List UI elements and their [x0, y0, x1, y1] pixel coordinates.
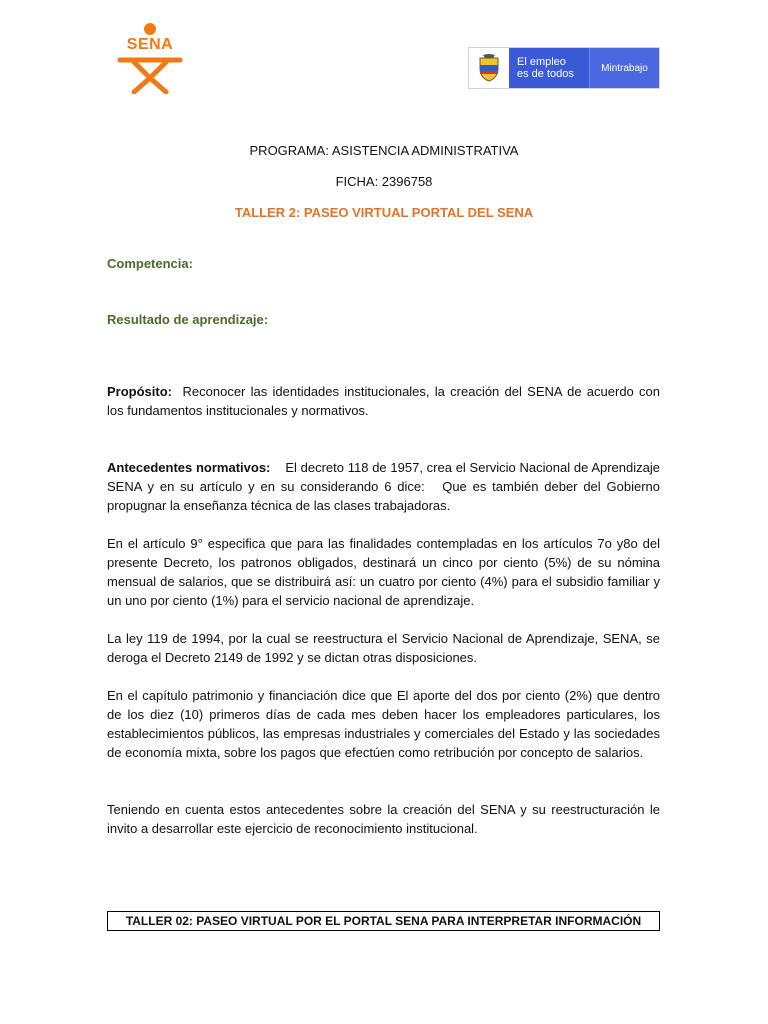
gov-slogan-line2: es de todos: [517, 68, 574, 80]
programa-title: PROGRAMA: ASISTENCIA ADMINISTRATIVA: [249, 143, 519, 158]
proposito-label: Propósito:: [107, 384, 172, 399]
ley-paragraph: La ley 119 de 1994, por la cual se reestructura el Servicio Nacional de Aprendizaje, SENA, se deroga el Decreto 2149 de 1992 y se dictan otras disposiciones.: [107, 631, 660, 665]
taller-02-box-title: TALLER 02: PASEO VIRTUAL POR EL PORTAL SENA PARA INTERPRETAR INFORMACIÓN: [107, 911, 660, 931]
colombia-shield-icon: [469, 48, 509, 88]
antecedentes-label: Antecedentes normativos:: [107, 460, 271, 475]
proposito-text: Reconocer las identidades institucionales, la creación del SENA de acuerdo con los fundamentos institucionales y normativos.: [107, 384, 664, 418]
competencia-heading: Competencia:: [107, 256, 193, 271]
sena-logo-icon: [112, 22, 188, 94]
gov-logo: [468, 47, 660, 89]
gov-ministry: Mintrabajo: [589, 48, 659, 88]
proposito-paragraph: [107, 382, 664, 420]
articulo9-paragraph: En el artículo 9° especifica que para las finalidades contempladas en los artículos 7o y8o del presente Decreto, los patronos obligados, destinará un cinco por ciento (5%) de su nómina mensual de salarios, que se distribuirá así: un cuatro por ciento (4%) para el subsidio familiar y un uno por ciento (1%) para el servicio nacional de aprendizaje.: [107, 536, 660, 608]
capitulo-paragraph: En el capítulo patrimonio y financiación dice que El aporte del dos por ciento (2%) que dentro de los diez (10) primeros días de cada mes deben hacer los empleadores particulares, los establecimientos públicos, las empresas industriales y comerciales del Estado y las sociedades de economía mixta, sobre los pagos que efectúen como retribución por concepto de salarios.: [107, 688, 660, 760]
antecedentes-paragraph: [107, 458, 664, 515]
antecedentes-text: El decreto 118 de 1957, crea el Servicio Nacional de Aprendizaje SENA y en su artículo y en su considerando 6 dice: Que es también deber del Gobierno propugnar la enseñanza técnica de las clases trabajadoras.: [107, 460, 664, 513]
resultado-heading: Resultado de aprendizaje:: [107, 312, 269, 327]
gov-slogan: [509, 48, 589, 88]
taller-title: TALLER 2: PASEO VIRTUAL PORTAL DEL SENA: [234, 205, 534, 220]
ficha-title: FICHA: 2396758: [335, 174, 433, 189]
gov-slogan-line1: El empleo: [517, 56, 566, 68]
teniendo-paragraph: Teniendo en cuenta estos antecedentes sobre la creación del SENA y su reestructuración le invito a desarrollar este ejercicio de reconocimiento institucional.: [107, 802, 660, 836]
sena-logo-text: SENA: [126, 36, 174, 53]
sena-logo: [112, 22, 188, 94]
